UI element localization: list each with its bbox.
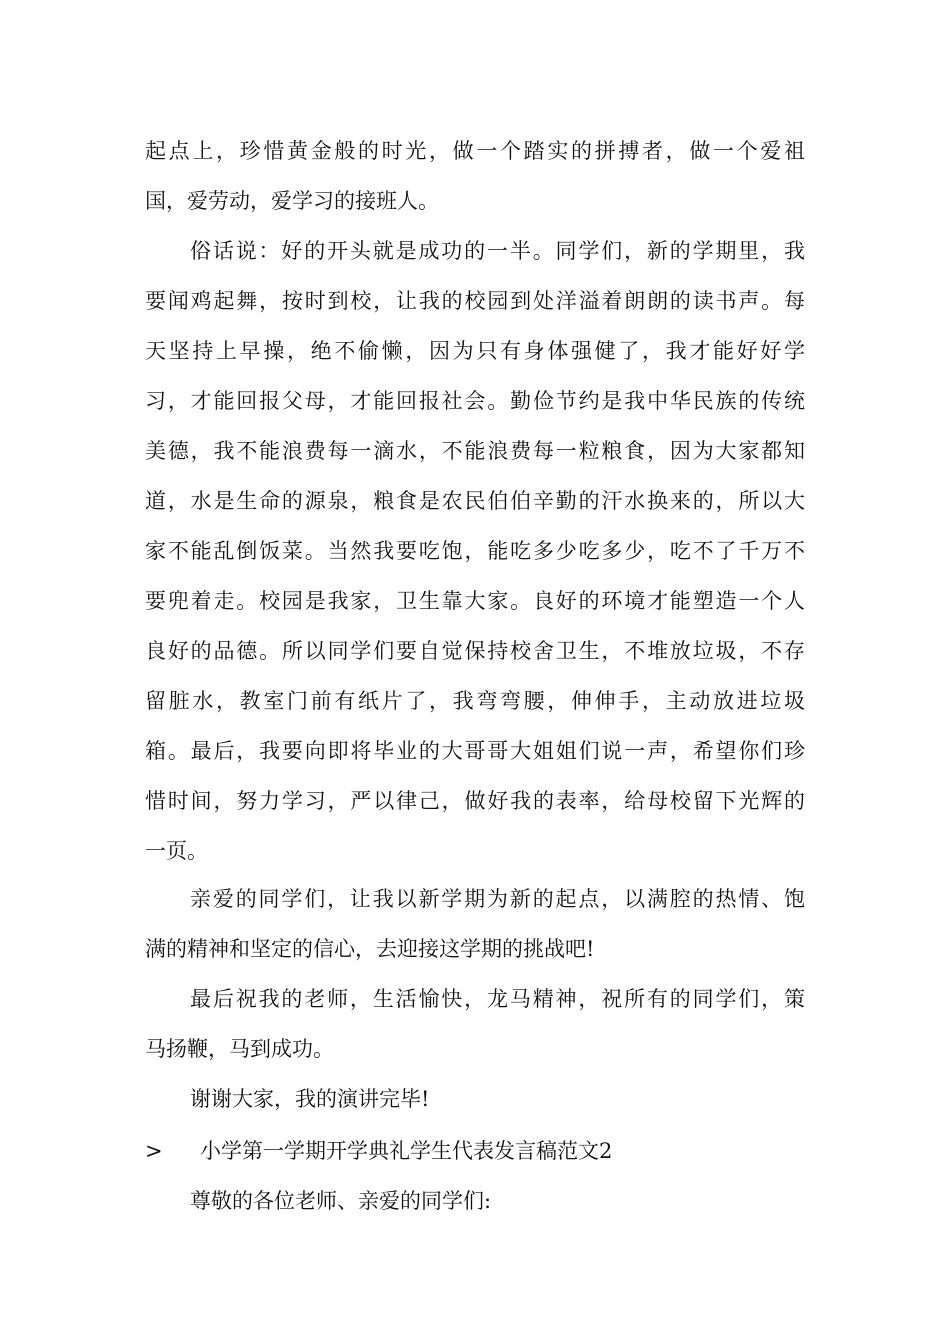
paragraph-2-line-9: 良好的品德。所以同学们要自觉保持校舍卫生，不堆放垃圾，不存 — [145, 639, 805, 663]
closing-line: 谢谢大家，我的演讲完毕! — [190, 1087, 430, 1111]
paragraph-2-line-4: 习，才能回报父母，才能回报社会。勤俭节约是我中华民族的传统 — [145, 389, 805, 413]
paragraph-2-line-10: 留脏水，教室门前有纸片了，我弯弯腰，伸伸手，主动放进垃圾 — [145, 689, 805, 713]
salutation: 尊敬的各位老师、亲爱的同学们: — [190, 1189, 492, 1213]
paragraph-2-line-11: 箱。最后，我要向即将毕业的大哥哥大姐姐们说一声，希望你们珍 — [145, 739, 805, 763]
paragraph-2-line-7: 家不能乱倒饭菜。当然我要吃饱，能吃多少吃多少，吃不了千万不 — [145, 539, 805, 563]
paragraph-2-line-6: 道，水是生命的源泉，粮食是农民伯伯辛勤的汗水换来的，所以大 — [145, 489, 805, 513]
paragraph-3-line-2: 满的精神和坚定的信心，去迎接这学期的挑战吧! — [145, 937, 595, 961]
paragraph-4-line-1: 最后祝我的老师，生活愉快，龙马精神，祝所有的同学们，策 — [190, 987, 805, 1011]
section-heading: 小学第一学期开学典礼学生代表发言稿范文2 — [200, 1139, 613, 1163]
paragraph-2-line-12: 惜时间，努力学习，严以律己，做好我的表率，给母校留下光辉的 — [145, 789, 805, 813]
paragraph-2-line-3: 天坚持上早操，绝不偷懒，因为只有身体强健了，我才能好好学 — [145, 339, 805, 363]
paragraph-2-line-2: 要闻鸡起舞，按时到校，让我的校园到处洋溢着朗朗的读书声。每 — [145, 289, 805, 313]
paragraph-2-line-1: 俗话说：好的开头就是成功的一半。同学们，新的学期里，我 — [190, 239, 805, 263]
paragraph-2-line-5: 美德，我不能浪费每一滴水，不能浪费每一粒粮食，因为大家都知 — [145, 439, 805, 463]
paragraph-2-line-13: 一页。 — [145, 839, 208, 863]
heading-marker: > — [145, 1139, 163, 1163]
paragraph-4-line-2: 马扬鞭，马到成功。 — [145, 1037, 334, 1061]
paragraph-1-line-2: 国，爱劳动，爱学习的接班人。 — [145, 189, 439, 213]
paragraph-1-line-1: 起点上，珍惜黄金般的时光，做一个踏实的拼搏者，做一个爱祖 — [145, 139, 805, 163]
paragraph-2-line-8: 要兜着走。校园是我家，卫生靠大家。良好的环境才能塑造一个人 — [145, 589, 805, 613]
paragraph-3-line-1: 亲爱的同学们，让我以新学期为新的起点，以满腔的热情、饱 — [190, 887, 805, 911]
